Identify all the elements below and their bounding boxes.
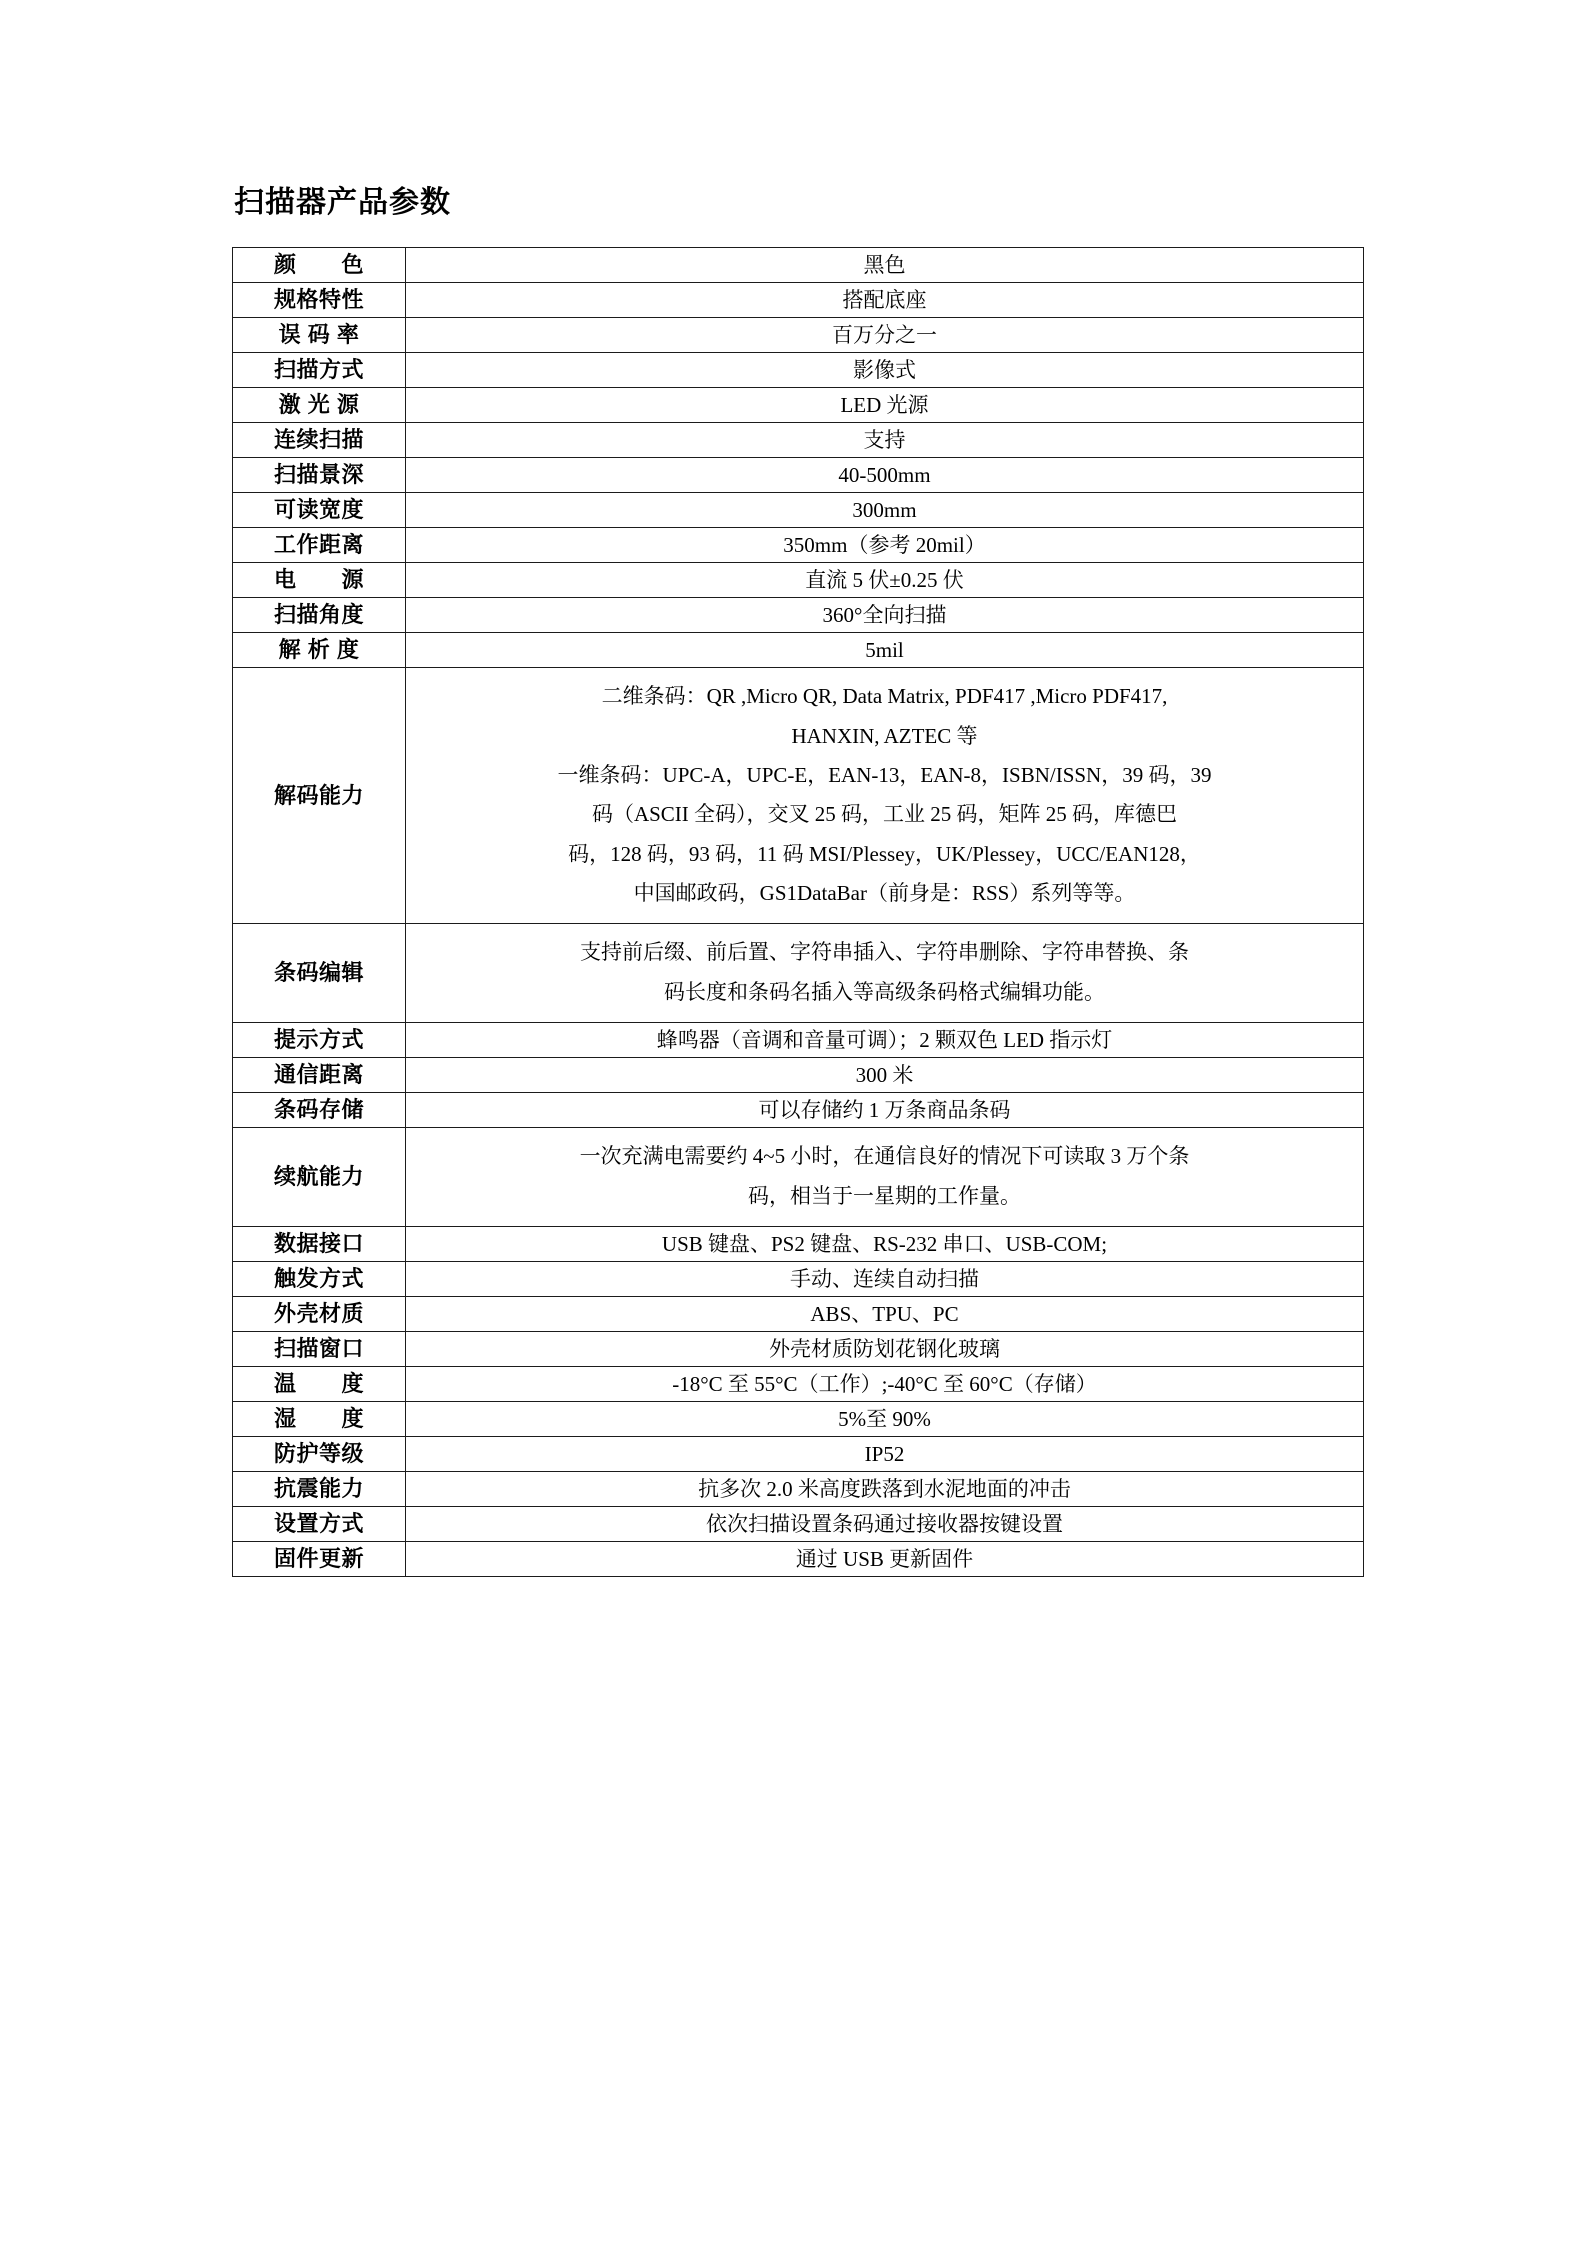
table-row — [233, 283, 1364, 318]
spec-label: 误 码 率 — [233, 318, 406, 353]
spec-value: IP52 — [406, 1437, 1364, 1472]
spec-label: 触发方式 — [233, 1262, 406, 1297]
table-row — [233, 528, 1364, 563]
spec-label: 连续扫描 — [233, 423, 406, 458]
table-row — [233, 1226, 1364, 1261]
table-row — [233, 1437, 1364, 1472]
table-row — [233, 1472, 1364, 1507]
spec-value-line: 二维条码：QR ,Micro QR, Data Matrix, PDF417 ,Micro PDF417, — [601, 684, 1168, 709]
table-row — [233, 1262, 1364, 1297]
spec-label: 固件更新 — [233, 1542, 406, 1577]
spec-label: 条码存储 — [233, 1093, 406, 1128]
spec-label: 规格特性 — [233, 283, 406, 318]
table-row — [233, 1507, 1364, 1542]
spec-label: 数据接口 — [233, 1226, 406, 1261]
spec-label: 通信距离 — [233, 1058, 406, 1093]
spec-label: 电 源 — [233, 563, 406, 598]
table-row — [233, 1128, 1364, 1227]
spec-value-line: HANXIN, AZTEC 等 — [791, 723, 978, 748]
table-row — [233, 1332, 1364, 1367]
spec-value — [406, 924, 1364, 1023]
spec-label: 扫描角度 — [233, 598, 406, 633]
spec-value-line: 码长度和条码名插入等高级条码格式编辑功能。 — [664, 979, 1105, 1004]
spec-value: 直流 5 伏±0.25 伏 — [406, 563, 1364, 598]
table-row — [233, 1297, 1364, 1332]
spec-label: 扫描方式 — [233, 353, 406, 388]
spec-value: 300mm — [406, 493, 1364, 528]
spec-value: ABS、TPU、PC — [406, 1297, 1364, 1332]
spec-value: 搭配底座 — [406, 283, 1364, 318]
spec-label: 扫描窗口 — [233, 1332, 406, 1367]
table-row — [233, 1023, 1364, 1058]
spec-label: 提示方式 — [233, 1023, 406, 1058]
spec-value: 抗多次 2.0 米高度跌落到水泥地面的冲击 — [406, 1472, 1364, 1507]
spec-value: 通过 USB 更新固件 — [406, 1542, 1364, 1577]
spec-value: 5%至 90% — [406, 1402, 1364, 1437]
table-row — [233, 1058, 1364, 1093]
spec-value-line: 支持前后缀、前后置、字符串插入、字符串删除、字符串替换、条 — [580, 940, 1189, 965]
spec-label: 解 析 度 — [233, 633, 406, 668]
spec-value: 350mm（参考 20mil） — [406, 528, 1364, 563]
table-row — [233, 423, 1364, 458]
spec-value: 黑色 — [406, 248, 1364, 283]
spec-label: 解码能力 — [233, 668, 406, 924]
spec-label: 温 度 — [233, 1367, 406, 1402]
spec-label: 抗震能力 — [233, 1472, 406, 1507]
spec-value: 依次扫描设置条码通过接收器按键设置 — [406, 1507, 1364, 1542]
spec-label: 工作距离 — [233, 528, 406, 563]
table-row — [233, 388, 1364, 423]
table-row — [233, 924, 1364, 1023]
spec-value: 300 米 — [406, 1058, 1364, 1093]
spec-label: 可读宽度 — [233, 493, 406, 528]
spec-value: 支持 — [406, 423, 1364, 458]
spec-value: 可以存储约 1 万条商品条码 — [406, 1093, 1364, 1128]
spec-value: 影像式 — [406, 353, 1364, 388]
spec-value: 手动、连续自动扫描 — [406, 1262, 1364, 1297]
table-row — [233, 1542, 1364, 1577]
spec-label: 颜 色 — [233, 248, 406, 283]
table-row — [233, 563, 1364, 598]
table-row — [233, 598, 1364, 633]
spec-value: USB 键盘、PS2 键盘、RS-232 串口、USB-COM; — [406, 1226, 1364, 1261]
spec-value: 蜂鸣器（音调和音量可调）；2 颗双色 LED 指示灯 — [406, 1023, 1364, 1058]
spec-value-line: 码，相当于一星期的工作量。 — [748, 1183, 1021, 1208]
spec-label: 防护等级 — [233, 1437, 406, 1472]
spec-label: 激 光 源 — [233, 388, 406, 423]
table-row — [233, 458, 1364, 493]
table-row — [233, 318, 1364, 353]
table-row — [233, 248, 1364, 283]
spec-value: 5mil — [406, 633, 1364, 668]
spec-label: 扫描景深 — [233, 458, 406, 493]
spec-value-line: 码（ASCII 全码），交叉 25 码，工业 25 码，矩阵 25 码，库德巴 — [591, 802, 1178, 827]
table-row — [233, 1367, 1364, 1402]
spec-value: 百万分之一 — [406, 318, 1364, 353]
spec-value-line: 码，128 码，93 码，11 码 MSI/Plessey，UK/Plessey，UCC/EAN128， — [568, 841, 1201, 866]
table-row — [233, 633, 1364, 668]
table-row — [233, 493, 1364, 528]
spec-value — [406, 1128, 1364, 1227]
spec-value: 40-500mm — [406, 458, 1364, 493]
spec-value: 360°全向扫描 — [406, 598, 1364, 633]
spec-value — [406, 668, 1364, 924]
spec-value-line: 中国邮政码，GS1DataBar（前身是：RSS）系列等等。 — [633, 881, 1136, 906]
spec-label: 续航能力 — [233, 1128, 406, 1227]
spec-value-line: 一维条码：UPC-A，UPC-E，EAN-13，EAN-8，ISBN/ISSN，39 码，39 — [557, 762, 1212, 787]
specification-table — [232, 247, 1364, 1577]
spec-value: LED 光源 — [406, 388, 1364, 423]
spec-value: -18°C 至 55°C（工作）;-40°C 至 60°C（存储） — [406, 1367, 1364, 1402]
spec-label: 湿 度 — [233, 1402, 406, 1437]
table-row — [233, 353, 1364, 388]
table-row — [233, 1402, 1364, 1437]
specification-table-body — [233, 248, 1364, 1577]
spec-label: 条码编辑 — [233, 924, 406, 1023]
table-row — [233, 668, 1364, 924]
spec-value-line: 一次充满电需要约 4~5 小时，在通信良好的情况下可读取 3 万个条 — [579, 1144, 1190, 1169]
page-title: 扫描器产品参数 — [234, 186, 451, 219]
spec-value: 外壳材质防划花钢化玻璃 — [406, 1332, 1364, 1367]
spec-label: 设置方式 — [233, 1507, 406, 1542]
table-row — [233, 1093, 1364, 1128]
spec-label: 外壳材质 — [233, 1297, 406, 1332]
